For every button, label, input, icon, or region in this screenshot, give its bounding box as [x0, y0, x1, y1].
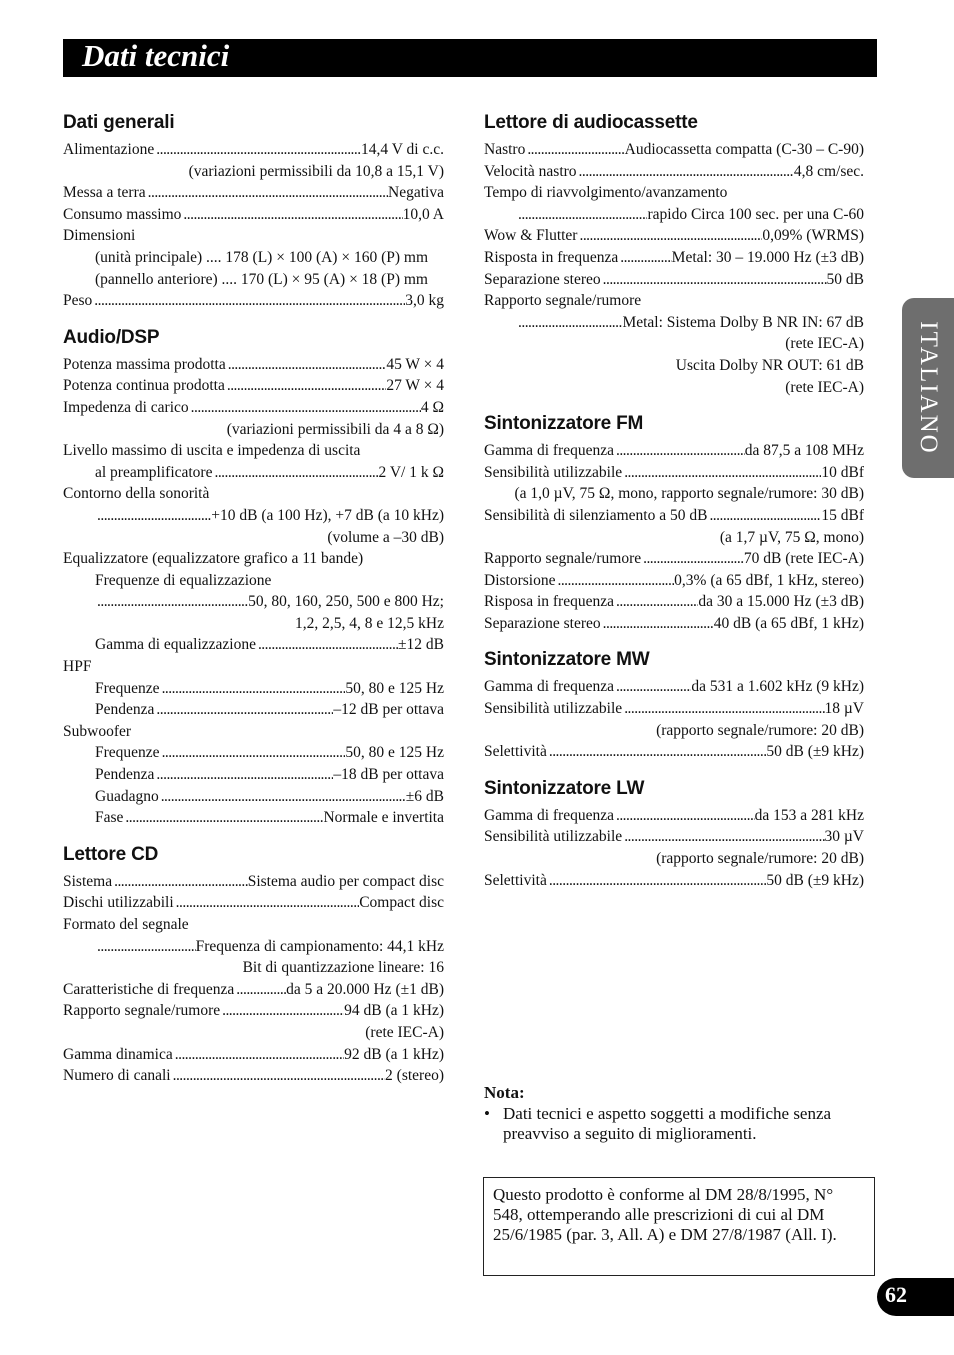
page-title: Dati tecnici	[82, 38, 230, 73]
spec-value: 70 dB (rete IEC-A)	[743, 550, 864, 568]
dot-leader	[154, 764, 333, 786]
spec-value: 2 V/ 1 k Ω	[378, 463, 444, 481]
spec-label: Consumo massimo	[63, 205, 182, 223]
spec-continuation: (a 1,7 µV, 75 Ω, mono)	[719, 528, 864, 546]
spec-value: 15 dBf	[821, 506, 864, 524]
spec-value: da 87,5 a 108 MHz	[744, 442, 864, 460]
dot-leader	[577, 161, 794, 183]
dot-leader	[154, 139, 361, 161]
spec-text: Dimensioni	[63, 227, 136, 245]
dot-leader	[614, 676, 691, 698]
page-number-tab	[877, 1278, 954, 1316]
spec-row	[484, 548, 864, 570]
spec-row	[63, 699, 444, 721]
spec-continuation: (rapporto segnale/rumore: 20 dB)	[656, 850, 864, 868]
spec-row	[63, 742, 444, 764]
spec-row	[63, 354, 444, 376]
dot-leader	[256, 634, 398, 656]
spec-value: 0,09% (WRMS)	[762, 227, 864, 245]
spec-value: 50 dB (±9 kHz)	[766, 743, 864, 761]
spec-label: Potenza massima prodotta	[63, 355, 226, 373]
spec-label: Selettività	[484, 743, 547, 761]
spec-section	[63, 110, 444, 312]
dot-leader	[189, 397, 421, 419]
spec-row	[63, 290, 444, 312]
dot-leader	[641, 548, 744, 570]
spec-row	[63, 807, 444, 829]
dot-leader	[516, 312, 622, 334]
spec-continuation: Uscita Dolby NR OUT: 61 dB	[675, 356, 864, 374]
dot-leader	[212, 462, 378, 484]
spec-value: 50, 80 e 125 Hz	[345, 679, 444, 697]
page-number: 62	[885, 1282, 907, 1307]
dot-leader	[234, 979, 286, 1001]
spec-value: da 153 a 281 kHz	[754, 806, 864, 824]
dot-leader	[171, 1065, 385, 1087]
spec-label: Frequenze	[95, 744, 160, 762]
spec-row	[63, 591, 444, 613]
spec-label: Pendenza	[95, 701, 155, 719]
spec-value: 0,3% (a 65 dBf, 1 kHz, stereo)	[674, 571, 864, 589]
dot-leader	[547, 870, 767, 892]
dot-leader	[601, 613, 714, 635]
spec-label: Impedenza di carico	[63, 398, 189, 416]
spec-value: da 30 a 15.000 Hz (±3 dB)	[698, 593, 864, 611]
compliance-notice-text: Questo prodotto è conforme al DM 28/8/1995, N° 548, ottemperando alle prescrizioni di cui al DM 25/6/1985 (par. 3, All. A) e DM 27/8/1987 (All. I).	[493, 1185, 837, 1244]
spec-label: Risposta in frequenza	[484, 248, 619, 266]
spec-section	[484, 411, 864, 634]
spec-section	[484, 110, 864, 398]
spec-value: Compact disc	[359, 894, 444, 912]
dot-leader	[618, 247, 671, 269]
spec-value: 4,8 cm/sec.	[793, 162, 864, 180]
spec-value: Audiocassetta compatta (C-30 – C-90)	[624, 141, 864, 158]
dot-leader	[577, 225, 762, 247]
section-heading: Lettore di audiocassette	[484, 112, 698, 133]
spec-row	[484, 570, 864, 592]
language-label: ITALIANO	[915, 321, 942, 455]
section-heading: Sintonizzatore MW	[484, 649, 650, 671]
nota-bullet	[484, 1104, 874, 1144]
dot-leader	[95, 505, 211, 527]
spec-label: Caratteristiche di frequenza	[63, 980, 235, 998]
spec-row	[484, 676, 864, 698]
dot-leader	[95, 591, 248, 613]
dot-leader	[181, 204, 402, 226]
spec-continuation: (a 1,0 µV, 75 Ω, mono, rapporto segnale/rumore: 30 dB)	[514, 485, 864, 503]
spec-continuation: Bit di quantizzazione lineare: 16	[242, 959, 444, 977]
spec-label: Gamma di frequenza	[484, 442, 614, 460]
spec-value: Negativa	[388, 184, 444, 202]
spec-row	[63, 634, 444, 656]
spec-label: Gamma di frequenza	[484, 806, 614, 824]
spec-label: Selettività	[484, 871, 547, 889]
spec-label: Sistema	[63, 872, 113, 890]
spec-label: Distorsione	[484, 571, 556, 589]
spec-row	[63, 182, 444, 204]
spec-label: Guadagno	[95, 787, 159, 805]
spec-value: –18 dB per ottava	[333, 766, 444, 784]
spec-label: Risposa in frequenza	[484, 593, 614, 611]
spec-label: Sensibilità di silenziamento a 50 dB	[484, 506, 708, 524]
spec-row	[484, 505, 864, 527]
section-heading: Lettore CD	[63, 843, 159, 865]
spec-row	[484, 613, 864, 635]
spec-section	[63, 325, 444, 829]
spec-text: Formato del segnale	[63, 916, 189, 933]
spec-row	[484, 139, 864, 161]
spec-text: Equalizzatore (equalizzatore grafico a 11 bande)	[63, 550, 364, 568]
spec-row	[484, 161, 864, 183]
dot-leader	[160, 742, 346, 764]
spec-value: 18 µV	[824, 700, 864, 718]
dot-leader	[146, 182, 388, 204]
spec-label: Rapporto segnale/rumore	[63, 1002, 221, 1020]
dot-leader	[220, 1000, 344, 1022]
dot-leader	[622, 698, 824, 720]
spec-continuation: (variazioni permissibili da 4 a 8 Ω)	[226, 420, 444, 438]
spec-row	[63, 1065, 444, 1087]
spec-row	[63, 678, 444, 700]
compliance-notice-box	[483, 1177, 875, 1276]
dot-leader	[160, 678, 346, 700]
spec-value: 27 W × 4	[386, 377, 444, 395]
spec-text: (pannello anteriore) .... 170 (L) × 95 (A) × 18 (P) mm	[95, 270, 428, 288]
spec-row	[63, 871, 444, 893]
nota-title: Nota:	[484, 1083, 525, 1102]
spec-label: Pendenza	[95, 766, 155, 784]
spec-label: Frequenze	[95, 679, 160, 697]
spec-label: Nastro	[484, 141, 526, 158]
spec-label: Numero di canali	[63, 1067, 171, 1085]
spec-label: Sensibilità utilizzabile	[484, 700, 623, 718]
dot-leader	[614, 591, 698, 613]
spec-row	[484, 247, 864, 269]
spec-label: Fase	[95, 809, 124, 827]
spec-row	[484, 440, 864, 462]
spec-row	[63, 505, 444, 527]
dot-leader	[516, 204, 647, 226]
dot-leader	[622, 462, 821, 484]
spec-row	[63, 786, 444, 808]
spec-value: Sistema audio per compact disc	[247, 872, 444, 890]
spec-value: ±12 dB	[398, 636, 444, 654]
section-heading: Audio/DSP	[63, 326, 160, 348]
dot-leader	[614, 805, 755, 827]
dot-leader	[225, 375, 386, 397]
spec-value: –12 dB per ottava	[333, 701, 444, 719]
spec-row	[484, 462, 864, 484]
spec-row	[63, 936, 444, 958]
spec-text: Subwoofer	[63, 722, 132, 740]
spec-value: 50 dB	[826, 270, 864, 288]
language-side-tab	[902, 298, 954, 478]
dot-leader	[174, 892, 360, 914]
spec-text: (unità principale) .... 178 (L) × 100 (A) × 160 (P) mm	[95, 248, 429, 266]
spec-row	[63, 204, 444, 226]
spec-value: ±6 dB	[405, 787, 444, 805]
dot-leader	[525, 139, 624, 161]
spec-text: Rapporto segnale/rumore	[484, 292, 642, 310]
spec-value: 92 dB (a 1 kHz)	[344, 1045, 444, 1063]
spec-row	[63, 139, 444, 161]
spec-label: Sensibilità utilizzabile	[484, 828, 623, 846]
spec-row	[484, 269, 864, 291]
spec-section	[484, 647, 864, 762]
spec-value: 50 dB (±9 kHz)	[766, 871, 864, 889]
spec-row	[63, 979, 444, 1001]
dot-leader	[123, 807, 323, 829]
bullet-icon: •	[484, 1104, 490, 1123]
spec-continuation: 1,2, 2,5, 4, 8 e 12,5 kHz	[295, 614, 444, 632]
spec-label: Gamma dinamica	[63, 1045, 173, 1063]
spec-label: Velocità nastro	[484, 162, 577, 180]
spec-text: Tempo di riavvolgimento/avanzamento	[484, 184, 728, 202]
spec-label: Separazione stereo	[484, 270, 601, 288]
section-heading: Sintonizzatore LW	[484, 777, 645, 799]
spec-row	[484, 805, 864, 827]
spec-row	[484, 698, 864, 720]
spec-value: 50, 80 e 125 Hz	[345, 744, 444, 762]
spec-value: 4 Ω	[420, 398, 444, 416]
left-column	[63, 110, 444, 1100]
spec-value: Normale e invertita	[323, 809, 444, 827]
spec-row	[484, 826, 864, 848]
right-column	[484, 110, 864, 904]
spec-row	[63, 764, 444, 786]
spec-label: Potenza continua prodotta	[63, 377, 225, 395]
spec-value: +10 dB (a 100 Hz), +7 dB (a 10 kHz)	[211, 506, 444, 524]
dot-leader	[555, 570, 674, 592]
spec-value: da 531 a 1.602 kHz (9 kHz)	[691, 678, 864, 696]
spec-label: Gamma di frequenza	[484, 678, 614, 696]
spec-value: Frequenza di campionamento: 44,1 kHz	[195, 937, 444, 955]
dot-leader	[547, 741, 767, 763]
spec-value: 45 W × 4	[386, 355, 444, 373]
dot-leader	[601, 269, 827, 291]
spec-section	[484, 776, 864, 891]
spec-label: Separazione stereo	[484, 614, 601, 632]
spec-text: Contorno della sonorità	[63, 485, 210, 503]
spec-row	[63, 397, 444, 419]
spec-text: HPF	[63, 658, 92, 676]
spec-value: 10 dBf	[821, 463, 864, 481]
spec-value: 14,4 V di c.c.	[361, 141, 444, 158]
spec-row	[63, 1000, 444, 1022]
spec-row	[484, 225, 864, 247]
dot-leader	[95, 936, 196, 958]
spec-row	[484, 741, 864, 763]
dot-leader	[622, 826, 824, 848]
section-heading: Sintonizzatore FM	[484, 413, 644, 435]
dot-leader	[112, 871, 248, 893]
spec-value: Metal: 30 – 19.000 Hz (±3 dB)	[671, 248, 864, 266]
nota-text: Dati tecnici e aspetto soggetti a modifiche senza preavviso a seguito di miglioramenti.	[503, 1104, 832, 1143]
dot-leader	[707, 505, 821, 527]
spec-value: 30 µV	[824, 828, 864, 846]
spec-label: Rapporto segnale/rumore	[484, 550, 642, 568]
spec-label: Gamma di equalizzazione	[95, 636, 256, 654]
dot-leader	[154, 699, 333, 721]
spec-value: 10,0 A	[402, 205, 444, 223]
dot-leader	[173, 1044, 344, 1066]
spec-value: 50, 80, 160, 250, 500 e 800 Hz;	[248, 593, 444, 611]
spec-row	[484, 870, 864, 892]
spec-value: Metal: Sistema Dolby B NR IN: 67 dB	[622, 313, 864, 331]
dot-leader	[614, 440, 745, 462]
spec-label: Wow & Flutter	[484, 227, 578, 245]
spec-value: 94 dB (a 1 kHz)	[344, 1002, 444, 1020]
spec-continuation: (volume a –30 dB)	[327, 528, 444, 546]
spec-value: 2 (stereo)	[385, 1067, 444, 1085]
spec-text: Livello massimo di uscita e impedenza di uscita	[63, 442, 361, 460]
spec-text: Frequenze di equalizzazione	[95, 571, 272, 589]
spec-label: al preamplificatore	[95, 463, 213, 481]
dot-leader	[226, 354, 387, 376]
spec-continuation: (rapporto segnale/rumore: 20 dB)	[656, 721, 864, 739]
spec-label: Alimentazione	[63, 141, 155, 158]
spec-row	[484, 591, 864, 613]
spec-value: rapido Circa 100 sec. per una C-60	[647, 205, 864, 223]
spec-value: da 5 a 20.000 Hz (±1 dB)	[286, 980, 444, 998]
spec-row	[63, 892, 444, 914]
spec-row	[63, 375, 444, 397]
spec-continuation: (rete IEC-A)	[785, 335, 864, 353]
spec-row	[63, 1044, 444, 1066]
nota-section	[484, 1082, 874, 1144]
spec-section	[63, 842, 444, 1087]
dot-leader	[92, 290, 405, 312]
spec-value: 40 dB (a 65 dBf, 1 kHz)	[713, 614, 864, 632]
spec-label: Sensibilità utilizzabile	[484, 463, 623, 481]
spec-label: Messa a terra	[63, 184, 146, 202]
page-title-bar	[63, 39, 877, 77]
spec-label: Peso	[63, 292, 93, 310]
dot-leader	[159, 786, 406, 808]
spec-row	[484, 204, 864, 226]
spec-continuation: (rete IEC-A)	[785, 378, 864, 396]
section-heading: Dati generali	[63, 112, 175, 133]
spec-continuation: (rete IEC-A)	[365, 1023, 444, 1041]
spec-value: 3,0 kg	[405, 292, 444, 310]
spec-label: Dischi utilizzabili	[63, 894, 174, 912]
spec-row	[63, 462, 444, 484]
spec-continuation: (variazioni permissibili da 10,8 a 15,1 V)	[188, 162, 444, 180]
spec-row	[484, 312, 864, 334]
